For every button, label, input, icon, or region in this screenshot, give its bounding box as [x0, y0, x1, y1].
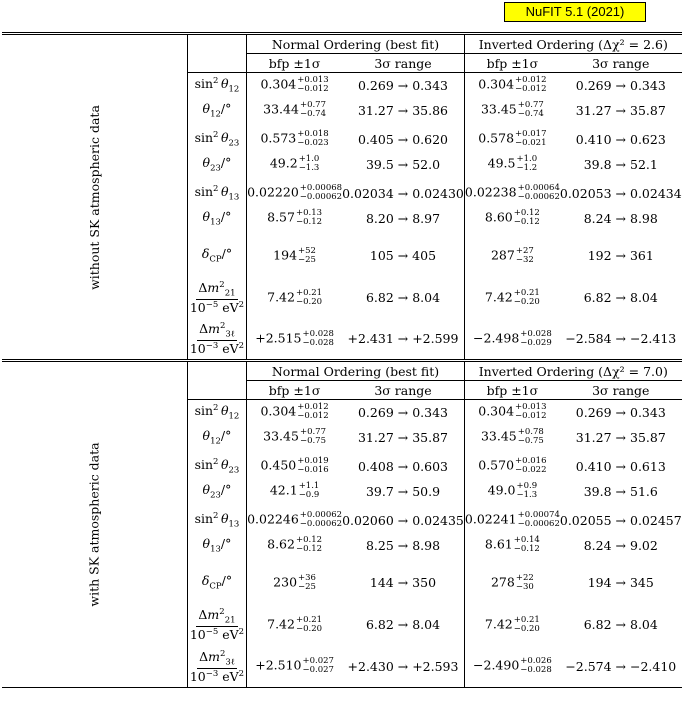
best-fit-value: 8.57 [267, 209, 295, 225]
col-bfp-header: bfp ±1σ [247, 381, 342, 400]
no-bfp-cell [247, 604, 342, 646]
no-bfp-cell [247, 152, 342, 177]
io-bfp-cell [464, 562, 559, 604]
lower-uncertainty: −0.021 [515, 138, 547, 148]
best-fit-value: 194 [273, 247, 298, 262]
lower-uncertainty: −0.75 [299, 436, 327, 446]
parameter-label: $\theta_{13}/^\circ$ [187, 206, 246, 231]
io-bfp-cell [464, 425, 559, 450]
section-label [2, 361, 187, 688]
inverted-ordering-header: Inverted Ordering (Δχ² = 7.0) [464, 361, 681, 381]
upper-uncertainty: +0.00068 [299, 183, 343, 193]
uncertainty [302, 657, 333, 675]
io-bfp-cell [464, 127, 559, 152]
lower-uncertainty: −0.20 [295, 296, 323, 307]
upper-uncertainty: +36 [298, 572, 316, 583]
upper-uncertainty: +0.9 [516, 481, 538, 491]
io-bfp-cell [464, 604, 559, 646]
upper-uncertainty: +0.00062 [299, 510, 343, 520]
parameter-label: $\delta_{CP}/^\circ$ [187, 235, 246, 277]
best-fit-value: 0.304 [260, 403, 297, 419]
io-bfp-cell [464, 319, 559, 361]
lower-uncertainty: −0.20 [295, 623, 323, 634]
uncertainty [515, 457, 546, 475]
section-label [2, 34, 187, 361]
no-range-cell: 0.269 → 0.343 [342, 400, 464, 425]
no-range-cell: 39.7 → 50.9 [342, 479, 464, 504]
upper-uncertainty: +27 [515, 245, 534, 256]
uncertainty [298, 574, 316, 592]
uncertainty [518, 184, 560, 202]
parameter-label: $\sin^2 \theta_{13}$ [187, 508, 246, 533]
upper-uncertainty: +0.14 [513, 535, 540, 545]
uncertainty [296, 536, 322, 554]
parameter-label: $\theta_{13}/^\circ$ [187, 533, 246, 558]
parameter-label: $\theta_{12}/^\circ$ [187, 98, 246, 123]
lower-uncertainty: −0.028 [302, 337, 334, 348]
uncertainty [520, 657, 551, 675]
io-bfp-cell [464, 533, 559, 558]
section-label-text: without SK atmospheric data [86, 104, 102, 290]
lower-uncertainty: −0.012 [515, 84, 547, 95]
best-fit-value: 0.304 [260, 76, 297, 92]
io-bfp-cell [464, 235, 559, 277]
lower-uncertainty: −1.2 [516, 163, 538, 173]
best-fit-value: 0.02246 [247, 511, 299, 527]
uncertainty [296, 209, 322, 227]
lower-uncertainty: −0.74 [299, 109, 327, 119]
upper-uncertainty: +0.21 [295, 287, 323, 298]
no-range-cell: 0.02034 → 0.02430 [342, 181, 464, 206]
no-range-cell: 31.27 → 35.86 [342, 98, 464, 123]
uncertainty [297, 457, 328, 475]
corner-cell [187, 34, 246, 73]
io-bfp-cell [464, 206, 559, 231]
uncertainty [520, 330, 551, 348]
lower-uncertainty: −0.012 [297, 84, 329, 95]
no-range-cell: 31.27 → 35.87 [342, 425, 464, 450]
upper-uncertainty: +1.1 [298, 481, 320, 491]
io-range-cell: 194 → 345 [587, 575, 654, 590]
no-bfp-cell [247, 98, 342, 123]
upper-uncertainty: +0.017 [515, 129, 547, 139]
col-range-header: 3σ range [342, 54, 464, 73]
no-bfp-cell [247, 508, 342, 533]
lower-uncertainty: −0.9 [298, 490, 320, 500]
best-fit-value: 8.62 [267, 536, 295, 552]
uncertainty [297, 130, 328, 148]
uncertainty [518, 511, 560, 529]
io-range-cell: 8.24 → 8.98 [583, 210, 658, 226]
uncertainty [300, 428, 326, 446]
uncertainty [516, 155, 537, 173]
uncertainty [297, 403, 328, 421]
no-range-cell: 6.82 → 8.04 [342, 604, 464, 646]
uncertainty [518, 101, 544, 119]
uncertainty [514, 616, 540, 634]
no-bfp-cell [247, 181, 342, 206]
io-bfp-cell [464, 277, 559, 319]
lower-uncertainty: −0.20 [513, 623, 540, 634]
no-range-cell: 0.02060 → 0.02435 [342, 508, 464, 533]
upper-uncertainty: +22 [515, 572, 534, 583]
lower-uncertainty: −32 [515, 254, 534, 265]
parameter-label: $\delta_{CP}/^\circ$ [187, 562, 246, 604]
upper-uncertainty: +0.12 [295, 535, 323, 545]
io-bfp-cell [464, 152, 559, 177]
uncertainty [515, 130, 546, 148]
col-range-header: 3σ range [560, 381, 682, 400]
no-bfp-cell [247, 319, 342, 361]
uncertainty [296, 616, 322, 634]
no-bfp-cell [247, 425, 342, 450]
io-range-cell: 0.410 → 0.623 [575, 131, 666, 147]
best-fit-value: 7.42 [267, 616, 295, 631]
upper-uncertainty: +0.78 [517, 427, 544, 437]
best-fit-value: 0.578 [478, 130, 515, 146]
parameter-label: $\frac{\Delta m^2_{21}}{10^{-5} eV^2}$ [187, 277, 246, 319]
lower-uncertainty: −0.12 [513, 217, 540, 227]
no-range-cell: 39.5 → 52.0 [342, 152, 464, 177]
parameter-label: $\sin^2 \theta_{13}$ [187, 181, 246, 206]
upper-uncertainty: +0.018 [297, 129, 329, 139]
io-range-cell: 0.269 → 0.343 [575, 77, 666, 93]
best-fit-value: 49.0 [487, 482, 516, 498]
lower-uncertainty: −25 [298, 581, 316, 592]
uncertainty [299, 482, 320, 500]
best-fit-value: 287 [490, 247, 515, 262]
best-fit-value: +2.515 [255, 330, 302, 346]
uncertainty [518, 428, 544, 446]
normal-ordering-header: Normal Ordering (best fit) [247, 361, 465, 381]
best-fit-value: 0.570 [478, 457, 515, 473]
io-range-cell: 31.27 → 35.87 [575, 102, 666, 118]
best-fit-value: 33.45 [480, 428, 517, 444]
lower-uncertainty: −0.00062 [517, 519, 560, 529]
io-bfp-cell [464, 646, 559, 688]
lower-uncertainty: −1.3 [298, 163, 320, 173]
lower-uncertainty: −0.12 [513, 544, 540, 554]
best-fit-value: 7.42 [484, 289, 513, 304]
upper-uncertainty: +0.77 [517, 100, 544, 110]
lower-uncertainty: −0.74 [517, 109, 544, 119]
upper-uncertainty: +0.028 [520, 328, 552, 339]
best-fit-value: 0.02220 [247, 184, 299, 200]
uncertainty [515, 403, 546, 421]
upper-uncertainty: +0.21 [513, 614, 540, 625]
col-bfp-header: bfp ±1σ [464, 381, 559, 400]
best-fit-value: 278 [490, 574, 515, 589]
io-range-cell: 0.269 → 0.343 [575, 404, 666, 420]
best-fit-value: 33.44 [263, 101, 299, 117]
parameter-label: $\sin^2 \theta_{23}$ [187, 454, 246, 479]
io-bfp-cell [464, 479, 559, 504]
uncertainty [302, 330, 333, 348]
io-range-cell: −2.574 → −2.410 [560, 646, 682, 688]
no-range-cell: +2.431 → +2.599 [342, 319, 464, 361]
lower-uncertainty: −0.12 [295, 544, 323, 554]
io-range-cell: 8.24 → 9.02 [583, 537, 658, 553]
col-bfp-header: bfp ±1σ [247, 54, 342, 73]
lower-uncertainty: −25 [298, 254, 316, 265]
corner-cell [187, 361, 246, 400]
best-fit-value: 0.450 [260, 457, 297, 473]
no-range-cell: 6.82 → 8.04 [342, 277, 464, 319]
io-range-cell: 0.02053 → 0.02434 [559, 185, 682, 201]
uncertainty [516, 247, 534, 265]
lower-uncertainty: −0.027 [302, 665, 334, 676]
no-bfp-cell [247, 454, 342, 479]
best-fit-value: 0.02241 [464, 511, 517, 527]
lower-uncertainty: −0.022 [515, 465, 547, 475]
upper-uncertainty: +0.00074 [517, 510, 560, 520]
parameter-label: $\frac{\Delta m^2_{3\ell}}{10^{-3} eV^2}$ [187, 319, 246, 361]
parameter-label: $\sin^2 \theta_{12}$ [187, 400, 246, 425]
upper-uncertainty: +0.21 [513, 287, 540, 298]
upper-uncertainty: +0.012 [515, 75, 547, 86]
best-fit-value: 33.45 [480, 101, 517, 117]
lower-uncertainty: −0.023 [297, 138, 329, 148]
no-bfp-cell [247, 206, 342, 231]
io-range-cell: 39.8 → 51.6 [583, 483, 658, 499]
io-range-cell: 31.27 → 35.87 [575, 429, 666, 445]
no-bfp-cell [247, 73, 342, 98]
lower-uncertainty: −0.00062 [299, 192, 343, 202]
parameter-label: $\sin^2 \theta_{23}$ [187, 127, 246, 152]
no-bfp-cell [247, 646, 342, 688]
no-bfp-cell [247, 562, 342, 604]
upper-uncertainty: +0.027 [302, 656, 334, 667]
uncertainty [296, 289, 322, 307]
header-row-ordering [2, 361, 682, 381]
io-bfp-cell [464, 98, 559, 123]
uncertainty [297, 76, 328, 94]
uncertainty [300, 511, 342, 529]
normal-ordering-header: Normal Ordering (best fit) [247, 34, 465, 54]
upper-uncertainty: +0.21 [295, 614, 323, 625]
upper-uncertainty: +0.026 [520, 656, 552, 667]
best-fit-value: 0.573 [260, 130, 297, 146]
no-bfp-cell [247, 479, 342, 504]
upper-uncertainty: +0.028 [302, 328, 334, 339]
upper-uncertainty: +0.012 [297, 402, 329, 413]
oscillation-parameters-table [2, 32, 682, 688]
uncertainty [515, 76, 546, 94]
uncertainty [300, 101, 326, 119]
col-range-header: 3σ range [342, 381, 464, 400]
uncertainty [300, 184, 342, 202]
io-range-cell: 0.02055 → 0.02457 [559, 512, 682, 528]
io-range-cell: 39.8 → 52.1 [583, 156, 658, 172]
upper-uncertainty: +52 [298, 245, 316, 256]
header-row-ordering [2, 34, 682, 54]
upper-uncertainty: +0.13 [295, 208, 323, 218]
lower-uncertainty: −0.75 [517, 436, 544, 446]
io-range-cell: −2.584 → −2.413 [560, 319, 682, 361]
upper-uncertainty: +0.77 [299, 427, 327, 437]
best-fit-value: 8.60 [484, 209, 513, 225]
best-fit-value: −2.490 [473, 657, 520, 673]
best-fit-value: 42.1 [269, 482, 298, 498]
best-fit-value: 230 [273, 574, 298, 589]
upper-uncertainty: +0.013 [515, 402, 547, 413]
best-fit-value: 7.42 [267, 289, 295, 304]
lower-uncertainty: −0.016 [297, 465, 329, 475]
inverted-ordering-header: Inverted Ordering (Δχ² = 2.6) [464, 34, 681, 54]
io-bfp-cell [464, 400, 559, 425]
io-range-cell: 6.82 → 8.04 [583, 617, 658, 632]
parameter-label: $\frac{\Delta m^2_{21}}{10^{-5} eV^2}$ [187, 604, 246, 646]
lower-uncertainty: −0.028 [520, 665, 552, 676]
io-range-cell: 6.82 → 8.04 [583, 290, 658, 305]
no-range-cell: 8.20 → 8.97 [342, 206, 464, 231]
lower-uncertainty: −0.012 [515, 411, 547, 422]
best-fit-value: 33.45 [263, 428, 299, 444]
lower-uncertainty: −1.3 [516, 490, 538, 500]
best-fit-value: 49.5 [487, 155, 516, 171]
io-range-cell: 0.410 → 0.613 [575, 458, 666, 474]
lower-uncertainty: −0.00062 [299, 519, 343, 529]
best-fit-value: 0.304 [478, 403, 515, 419]
best-fit-value: 49.2 [269, 155, 298, 171]
lower-uncertainty: −0.029 [520, 337, 552, 348]
parameter-label: $\theta_{12}/^\circ$ [187, 425, 246, 450]
upper-uncertainty: +1.0 [298, 154, 320, 164]
no-range-cell: 8.25 → 8.98 [342, 533, 464, 558]
col-bfp-header: bfp ±1σ [464, 54, 559, 73]
uncertainty [298, 247, 316, 265]
no-range-cell: +2.430 → +2.593 [342, 646, 464, 688]
no-range-cell: 0.408 → 0.603 [342, 454, 464, 479]
io-bfp-cell [464, 181, 559, 206]
lower-uncertainty: −30 [515, 581, 534, 592]
parameter-label: $\frac{\Delta m^2_{3\ell}}{10^{-3} eV^2}$ [187, 646, 246, 688]
upper-uncertainty: +0.019 [297, 456, 329, 466]
io-bfp-cell [464, 508, 559, 533]
upper-uncertainty: +0.12 [513, 208, 540, 218]
col-range-header: 3σ range [560, 54, 682, 73]
no-bfp-cell [247, 277, 342, 319]
uncertainty [514, 209, 540, 227]
upper-uncertainty: +0.00064 [517, 183, 560, 193]
best-fit-value: 7.42 [484, 616, 513, 631]
uncertainty [516, 482, 537, 500]
lower-uncertainty: −0.20 [513, 296, 540, 307]
lower-uncertainty: −0.00062 [517, 192, 560, 202]
no-range-cell: 0.269 → 0.343 [342, 73, 464, 98]
best-fit-value: 8.61 [484, 536, 513, 552]
upper-uncertainty: +1.0 [516, 154, 538, 164]
no-bfp-cell [247, 127, 342, 152]
uncertainty [516, 574, 534, 592]
io-range-cell: 192 → 361 [587, 248, 654, 263]
no-bfp-cell [247, 400, 342, 425]
lower-uncertainty: −0.12 [295, 217, 323, 227]
parameter-label: $\theta_{23}/^\circ$ [187, 152, 246, 177]
no-range-cell: 0.405 → 0.620 [342, 127, 464, 152]
parameter-label: $\sin^2 \theta_{12}$ [187, 73, 246, 98]
parameter-label: $\theta_{23}/^\circ$ [187, 479, 246, 504]
no-range-cell: 105 → 405 [342, 235, 464, 277]
no-range-cell: 144 → 350 [342, 562, 464, 604]
best-fit-value: 0.304 [478, 76, 515, 92]
upper-uncertainty: +0.77 [299, 100, 327, 110]
lower-uncertainty: −0.012 [297, 411, 329, 422]
no-bfp-cell [247, 235, 342, 277]
uncertainty [299, 155, 320, 173]
version-badge: NuFIT 5.1 (2021) [504, 2, 646, 22]
upper-uncertainty: +0.013 [297, 75, 329, 86]
uncertainty [514, 536, 540, 554]
uncertainty [514, 289, 540, 307]
upper-uncertainty: +0.016 [515, 456, 547, 466]
io-bfp-cell [464, 454, 559, 479]
section-label-text: with SK atmospheric data [86, 442, 102, 607]
io-bfp-cell [464, 73, 559, 98]
best-fit-value: 0.02238 [464, 184, 517, 200]
best-fit-value: +2.510 [255, 657, 302, 673]
best-fit-value: −2.498 [473, 330, 520, 346]
no-bfp-cell [247, 533, 342, 558]
